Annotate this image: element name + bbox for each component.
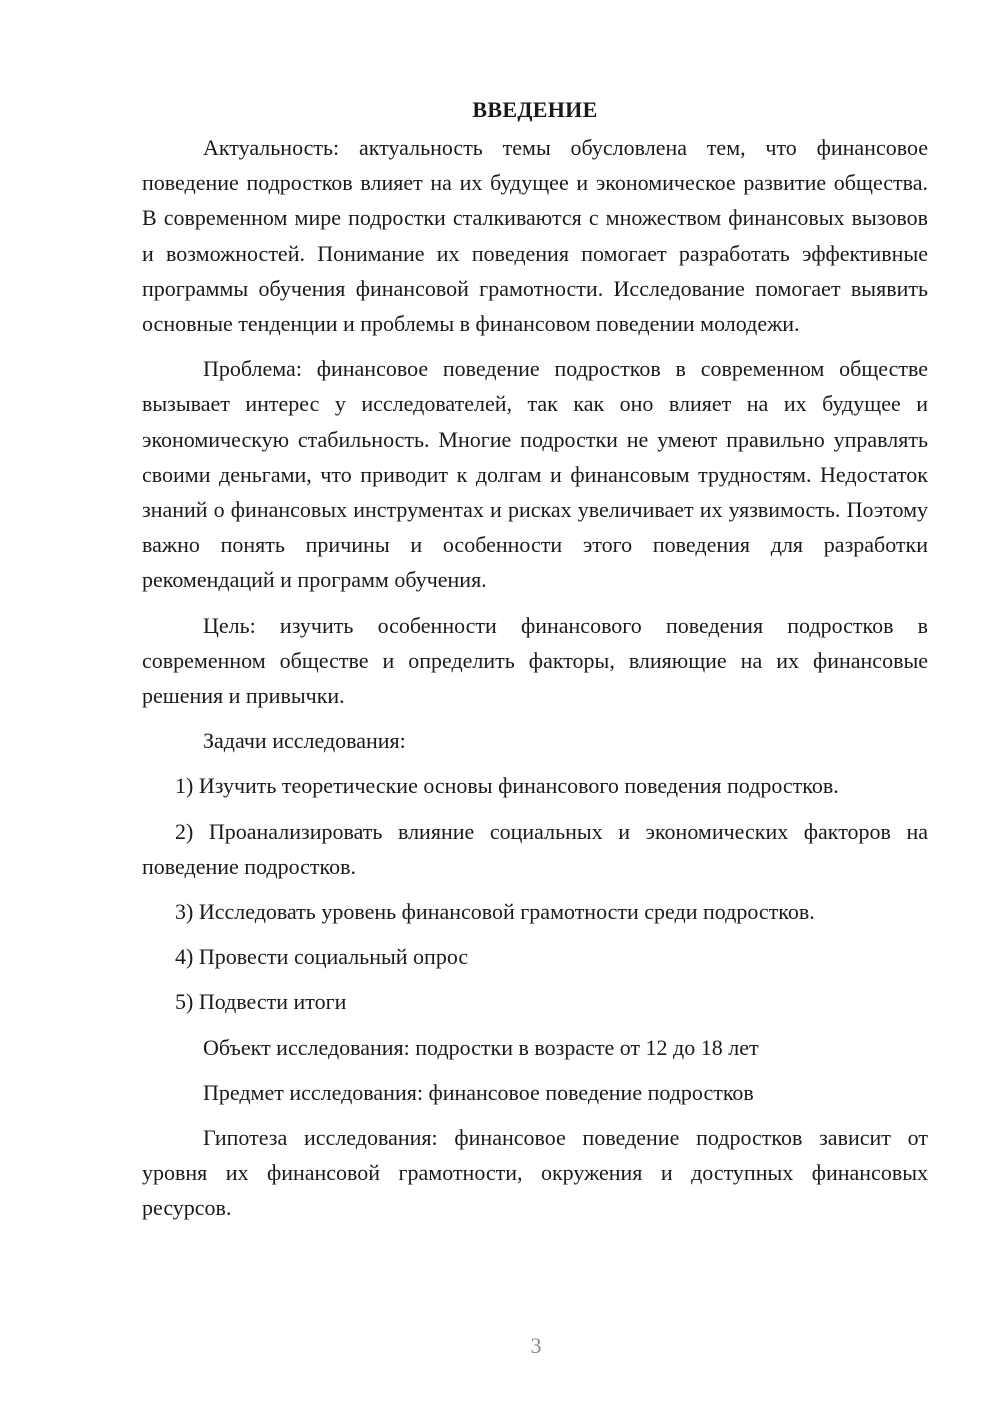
document-page bbox=[142, 95, 928, 1236]
page-title: ВВЕДЕНИЕ bbox=[472, 97, 598, 122]
task-item: 3) Исследовать уровень финансовой грамотности среди подростков. bbox=[175, 899, 815, 925]
relevance-paragraph: Актуальность: актуальность темы обусловлена тем, что финансовое поведение подростков влияет на их будущее и экономическое развитие общества. В современном мире подростки сталкиваются с множеством финансовых вызовов и возможностей. Понимание их поведения помогает разработать эффективные программы обучения финансовой грамотности. Исследование помогает выявить основные тенденции и проблемы в финансовом поведении молодежи. bbox=[142, 135, 928, 337]
goal-paragraph: Цель: изучить особенности финансового поведения подростков в современном обществе и определить факторы, влияющие на их финансовые решения и привычки. bbox=[142, 612, 928, 709]
task-item: 4) Провести социальный опрос bbox=[175, 944, 469, 970]
tasks-heading: Задачи исследования: bbox=[203, 728, 406, 754]
page-number: 3 bbox=[530, 1333, 542, 1358]
subject-paragraph: Предмет исследования: финансовое поведение подростков bbox=[203, 1079, 754, 1105]
task-item: 2) Проанализировать влияние социальных и экономических факторов на поведение подростков. bbox=[142, 818, 928, 879]
hypothesis-paragraph: Гипотеза исследования: финансовое поведение подростков зависит от уровня их финансовой грамотности, окружения и доступных финансовых ресурсов. bbox=[142, 1125, 928, 1221]
task-item: 1) Изучить теоретические основы финансового поведения подростков. bbox=[175, 773, 839, 799]
problem-paragraph: Проблема: финансовое поведение подростков в современном обществе вызывает интерес у исследователей, так как оно влияет на их будущее и экономическую стабильность. Многие подростки не умеют правильно управлять своими деньгами, что приводит к долгам и финансовым трудностям. Недостаток знаний о финансовых инструментах и рисках увеличивает их уязвимость. Поэтому важно понять причины и особенности этого поведения для разработки рекомендаций и программ обучения. bbox=[142, 356, 928, 593]
object-paragraph: Объект исследования: подростки в возрасте от 12 до 18 лет bbox=[203, 1034, 759, 1060]
task-item: 5) Подвести итоги bbox=[175, 989, 347, 1015]
